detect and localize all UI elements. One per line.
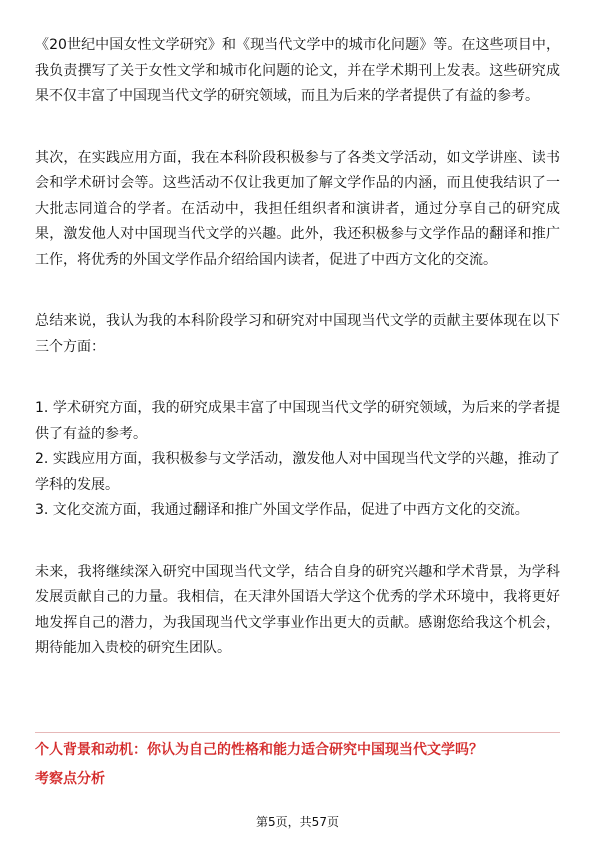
paragraph-research-projects: 《20世纪中国女性文学研究》和《现当代文学中的城市化问题》等。在这些项目中，我负责撰写了关于女性文学和城市化问题的论文，并在学术期刊上发表。这些研究成果不仅丰富了中国现当代文学的研究领域，而且为后来的学者提供了有益的参考。	[35, 37, 560, 104]
contribution-list	[35, 396, 560, 524]
paragraph-practice: 其次，在实践应用方面，我在本科阶段积极参与了各类文学活动，如文学讲座、读书会和学术研讨会等。这些活动不仅让我更加了解文学作品的内涵，而且使我结识了一大批志同道合的学者。在活动中，我担任组织者和演讲者，通过分享自己的研究成果，激发他人对中国现当代文学的兴趣。此外，我还积极参与文学作品的翻译和推广工作，将优秀的外国文学作品介绍给国内读者，促进了中西方文化的交流。	[35, 149, 560, 268]
paragraph-spacer	[35, 524, 560, 560]
document-body	[35, 33, 560, 662]
list-item: 3. 文化交流方面，我通过翻译和推广外国文学作品，促进了中西方文化的交流。	[35, 502, 529, 518]
paragraph-closing: 未来，我将继续深入研究中国现当代文学，结合自身的研究兴趣和学术背景，为学科发展贡献自己的力量。我相信，在天津外国语大学这个优秀的学术环境中，我将更好地发挥自己的潜力，为我国现当代文学事业作出更大的贡献。感谢您给我这个机会，期待能加入贵校的研究生团队。	[35, 563, 560, 656]
section-divider	[35, 732, 560, 733]
paragraph-summary: 总结来说，我认为我的本科阶段学习和研究对中国现当代文学的贡献主要体现在以下三个方面：	[35, 313, 560, 355]
analysis-heading: 考察点分析	[35, 771, 105, 787]
list-item: 2. 实践应用方面，我积极参与文学活动，激发他人对中国现当代文学的兴趣，推动了学科的发展。	[35, 451, 560, 493]
paragraph-spacer	[35, 110, 560, 146]
paragraph-spacer	[35, 360, 560, 396]
page-number-footer: 第5页，共57页	[256, 815, 339, 829]
list-item: 1. 学术研究方面，我的研究成果丰富了中国现当代文学的研究领域，为后来的学者提供了有益的参考。	[35, 400, 560, 442]
paragraph-spacer	[35, 273, 560, 309]
question-heading: 个人背景和动机：你认为自己的性格和能力适合研究中国现当代文学吗？	[35, 742, 483, 758]
